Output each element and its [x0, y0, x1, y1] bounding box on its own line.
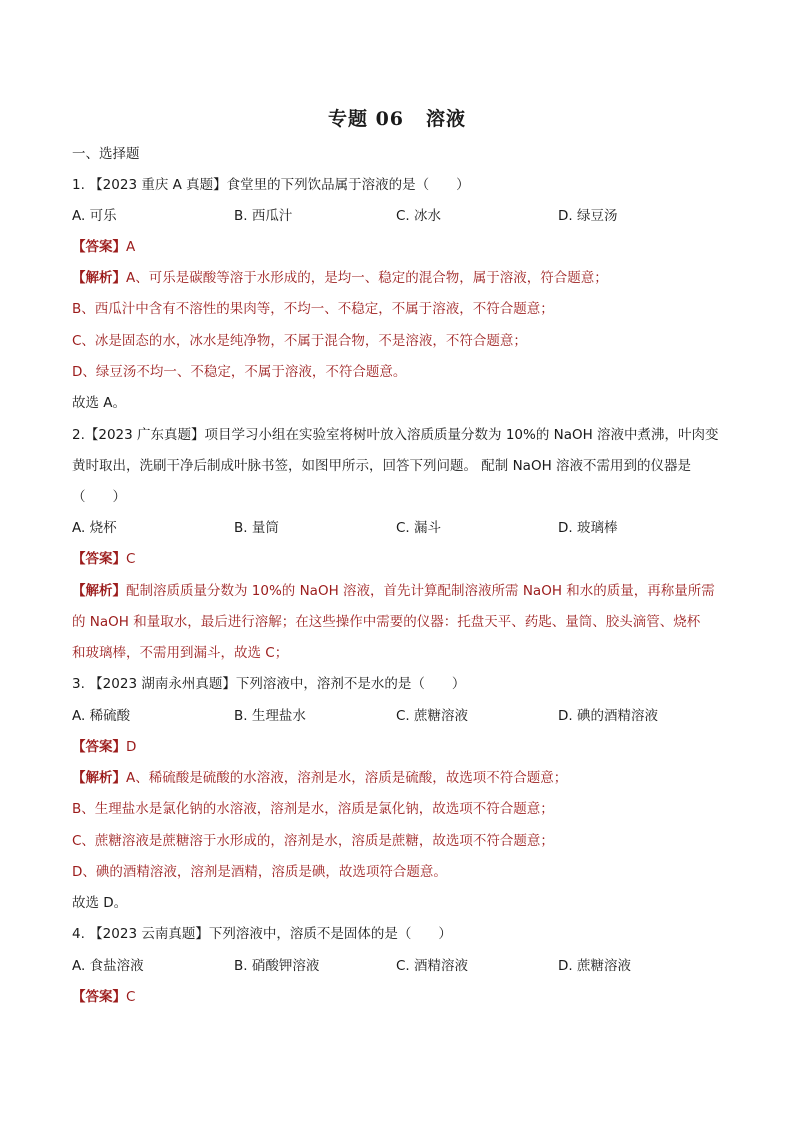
question-1-analysis-line: 【解析】A、可乐是碳酸等溶于水形成的，是均一、稳定的混合物，属于溶液，符合题意； — [72, 270, 608, 286]
title-sub: 溶液 — [426, 108, 467, 130]
option: A. 稀硫酸 — [72, 708, 131, 724]
option: D. 绿豆汤 — [558, 208, 618, 224]
option: A. 食盐溶液 — [72, 958, 144, 974]
answer-tag: 【答案】 — [72, 739, 126, 755]
question-3-analysis-line: C、蔗糖溶液是蔗糖溶于水形成的，溶剂是水，溶质是蔗糖，故选项不符合题意； — [72, 833, 554, 849]
question-3-conclusion: 故选 D。 — [72, 895, 128, 911]
answer-value: D — [126, 739, 137, 755]
question-3-analysis-line: 【解析】A、稀硫酸是硫酸的水溶液，溶剂是水，溶质是硫酸，故选项不符合题意； — [72, 770, 568, 786]
question-3-analysis-line: D、碘的酒精溶液，溶剂是酒精，溶质是碘，故选项符合题意。 — [72, 864, 447, 880]
question-3-analysis-line: B、生理盐水是氯化钠的水溶液，溶剂是水，溶质是氯化钠，故选项不符合题意； — [72, 801, 554, 817]
option: D. 玻璃棒 — [558, 520, 618, 536]
question-2-answer — [72, 549, 135, 569]
option: D. 蔗糖溶液 — [558, 958, 631, 974]
option: D. 碘的酒精溶液 — [558, 708, 658, 724]
question-4-stem: 4. 【2023 云南真题】下列溶液中，溶质不是固体的是（ ） — [72, 926, 452, 942]
answer-tag: 【答案】 — [72, 239, 126, 255]
answer-tag: 【答案】 — [72, 551, 126, 567]
question-1-analysis-line: C、冰是固态的水，冰水是纯净物，不属于混合物，不是溶液，不符合题意； — [72, 333, 527, 349]
question-2-analysis-line: 【解析】配制溶质质量分数为 10%的 NaOH 溶液，首先计算配制溶液所需 NaOH 和水的质量，再称量所需 — [72, 583, 715, 599]
question-2-stem: 黄时取出，洗刷干净后制成叶脉书签，如图甲所示，回答下列问题。 配制 NaOH 溶液不需用到的仪器是 — [72, 458, 692, 474]
answer-value: C — [126, 551, 136, 567]
question-3-answer — [72, 737, 136, 757]
page-title — [0, 104, 794, 131]
question-1-stem: 1. 【2023 重庆 A 真题】食堂里的下列饮品属于溶液的是（ ） — [72, 177, 470, 193]
answer-value: A — [126, 239, 136, 255]
question-2-analysis-line: 的 NaOH 和量取水，最后进行溶解；在这些操作中需要的仪器：托盘天平、药匙、量筒、胶头滴管、烧杯 — [72, 614, 701, 630]
option: C. 冰水 — [396, 208, 442, 224]
option: C. 漏斗 — [396, 520, 442, 536]
title-main: 专题 06 — [327, 108, 405, 130]
analysis-tag: 【解析】 — [72, 270, 126, 286]
analysis-tag: 【解析】 — [72, 770, 126, 786]
answer-value: C — [126, 989, 136, 1005]
option: B. 硝酸钾溶液 — [234, 958, 320, 974]
question-1-analysis-line: D、绿豆汤不均一、不稳定，不属于溶液，不符合题意。 — [72, 364, 407, 380]
question-4-answer — [72, 987, 135, 1007]
option: A. 烧杯 — [72, 520, 117, 536]
option: B. 西瓜汁 — [234, 208, 293, 224]
question-2-stem: 2.【2023 广东真题】项目学习小组在实验室将树叶放入溶质质量分数为 10%的 NaOH 溶液中煮沸，叶肉变 — [72, 427, 719, 443]
option: C. 蔗糖溶液 — [396, 708, 469, 724]
answer-tag: 【答案】 — [72, 989, 126, 1005]
option: B. 量筒 — [234, 520, 279, 536]
question-1-conclusion: 故选 A。 — [72, 395, 127, 411]
analysis-tag: 【解析】 — [72, 583, 126, 599]
question-3-stem: 3. 【2023 湖南永州真题】下列溶液中，溶剂不是水的是（ ） — [72, 676, 466, 692]
question-1-analysis-line: B、西瓜汁中含有不溶性的果肉等，不均一、不稳定，不属于溶液，不符合题意； — [72, 301, 554, 317]
question-2-analysis-line: 和玻璃棒，不需用到漏斗，故选 C； — [72, 645, 289, 661]
question-2-stem: （ ） — [72, 489, 126, 505]
option: B. 生理盐水 — [234, 708, 306, 724]
section-heading: 一、选择题 — [72, 146, 140, 162]
option: C. 酒精溶液 — [396, 958, 469, 974]
option: A. 可乐 — [72, 208, 117, 224]
question-1-answer — [72, 237, 135, 257]
